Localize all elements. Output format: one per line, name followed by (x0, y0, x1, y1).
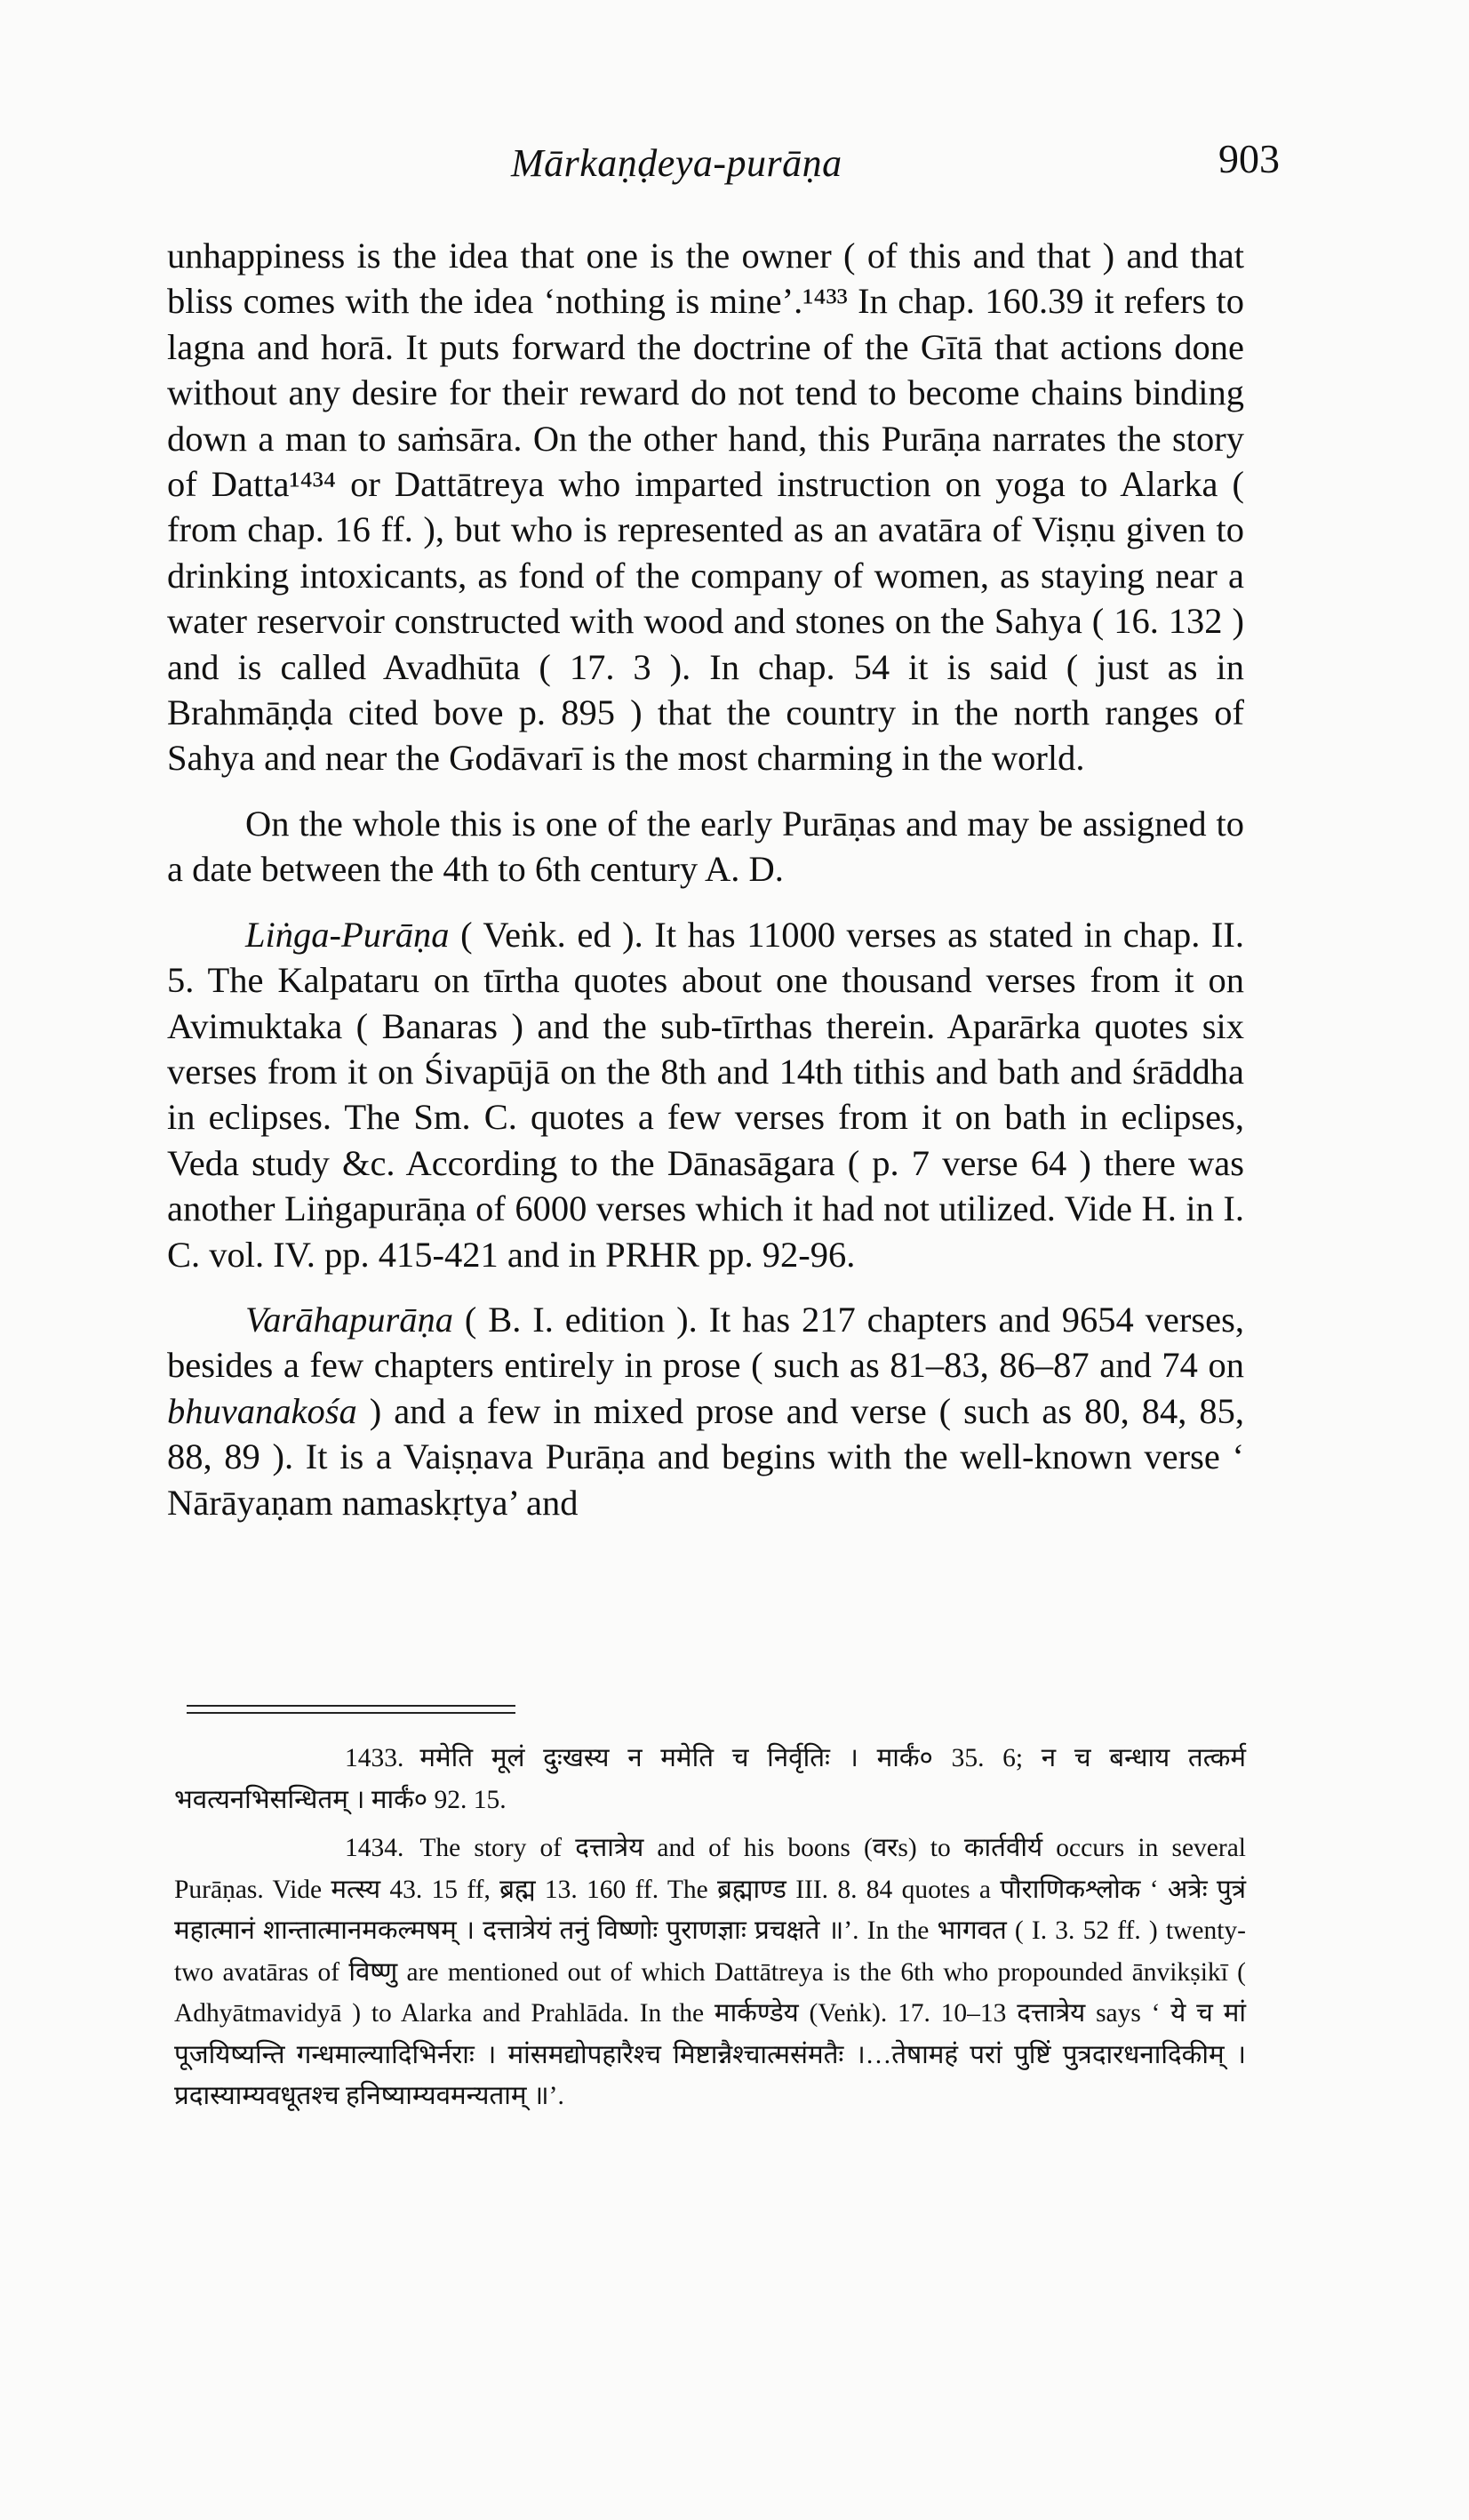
footnotes (174, 1738, 1246, 2117)
paragraph-markandeya-cont: unhappiness is the idea that one is the owner ( of this and that ) and that bliss comes with the idea ‘nothing is mine’.¹⁴³³ In chap. 160.39 it refers to lagna and horā. It puts forward the doctrine of the Gītā that actions done without any desire for their reward do not tend to become chains binding down a man to saṁsāra. On the other hand, this Purāṇa narrates the story of Datta¹⁴³⁴ or Dattātreya who imparted instruction on yoga to Alarka ( from chap. 16 ff. ), but who is represented as an avatāra of Viṣṇu given to drinking intoxicants, as fond of the company of women, as staying near a water reservoir constructed with wood and stones on the Sahya ( 16. 132 ) and is called Avadhūta ( 17. 3 ). In chap. 54 it is said ( just as in Brahmāṇḍa cited bove p. 895 ) that the country in the north ranges of Sahya and near the Godāvarī is the most charming in the world. (167, 236, 1244, 779)
footnote-1433 (174, 1738, 1246, 1820)
varaha-purana-title: Varāhapurāṇa (245, 1299, 454, 1340)
footnote-text: ममेति मूलं दुःखस्य न ममेति च निर्वृतिः । मार्कं० 35. 6; न च बन्धाय तत्कर्म भवत्यनभिसन्धितम् । मार्कं० 92. 15. (174, 1744, 1246, 1814)
linga-purana-title: Liṅga-Purāṇa (245, 914, 450, 955)
footnote-1434 (174, 1828, 1246, 2117)
footnote-number: 1433. (345, 1744, 404, 1772)
footnote-rule-top (187, 1705, 515, 1707)
varaha-term: bhuvanakośa (167, 1390, 357, 1431)
page-number: 903 (1218, 136, 1280, 181)
footnote-number: 1434. (345, 1834, 404, 1862)
footnote-rule-bottom (187, 1712, 515, 1714)
linga-purana-text: ( Veṅk. ed ). It has 11000 verses as stated in chap. II. 5. The Kalpataru on tīrtha quotes about one thousand verses from it on Avimuktaka ( Banaras ) and the sub-tīrthas therein. Aparārka quotes six verses from it on Śivapūjā on the 8th and 14th tithis and bath and śrāddha in eclipses. The Sm. C. quotes a few verses from it on bath in eclipses, Veda study &c. According to the Dānasāgara ( p. 7 verse 64 ) there was another Liṅgapurāṇa of 6000 verses which it had not utilized. Vide H. in I. C. vol. IV. pp. 415-421 and in PRHR pp. 92-96. (167, 914, 1244, 1275)
footnote-text: The story of दत्तात्रेय and of his boons (वरs) to कार्तवीर्य occurs in several Purāṇas. Vide मत्स्य 43. 15 ff, ब्रह्म 13. 160 ff. The ब्रह्माण्ड III. 8. 84 quotes a पौराणिकश्लोक ‘ अत्रेः पुत्रं महात्मानं शान्तात्मानमकल्मषम् । दत्तात्रेयं तनुं विष्णोः पुराणज्ञाः प्रचक्षते ॥’. In the भागवत ( I. 3. 52 ff. ) twenty-two avatāras of विष्णु are mentioned out of which Dattātreya is the 6th who propounded ānvikṣikī ( Adhyātmavidyā ) to Alarka and Prahlāda. In the मार्कण्डेय (Veṅk). 17. 10–13 दत्तात्रेय says ‘ ये च मां पूजयिष्यन्ति गन्धमाल्यादिभिर्नराः । मांसमद्योपहारैश्च मिष्टान्नैश्चात्मसंमतैः ।…तेषामहं परां पुष्टिं पुत्रदारधनादिकीम् । प्रदास्याम्यवधूतश्च हनिष्याम्यवमन्यताम् ॥’. (174, 1834, 1246, 2110)
running-title: Mārkaṇḍeya-purāṇa (511, 141, 842, 185)
paragraph-varaha-purana (167, 1297, 1244, 1525)
footnote-separator (187, 1705, 515, 1719)
running-head (169, 136, 1280, 203)
paragraph-markandeya-date: On the whole this is one of the early Purāṇas and may be assigned to a date between the 4th to 6th century A. D. (167, 803, 1244, 890)
body-text (167, 233, 1244, 1525)
varaha-purana-text-a: ( B. I. edition ). It has 217 chapters and 9654 verses, besides a few chapters entirely in prose ( such as 81–83, 86–87 and 74 on (167, 1299, 1244, 1386)
paragraph-linga-purana (167, 912, 1244, 1277)
varaha-purana-text-b: ) and a few in mixed prose and verse ( such as 80, 84, 85, 88, 89 ). It is a Vaiṣṇava Purāṇa and begins with the well-known verse ‘ Nārāyaṇam namaskṛtya’ and (167, 1390, 1244, 1523)
